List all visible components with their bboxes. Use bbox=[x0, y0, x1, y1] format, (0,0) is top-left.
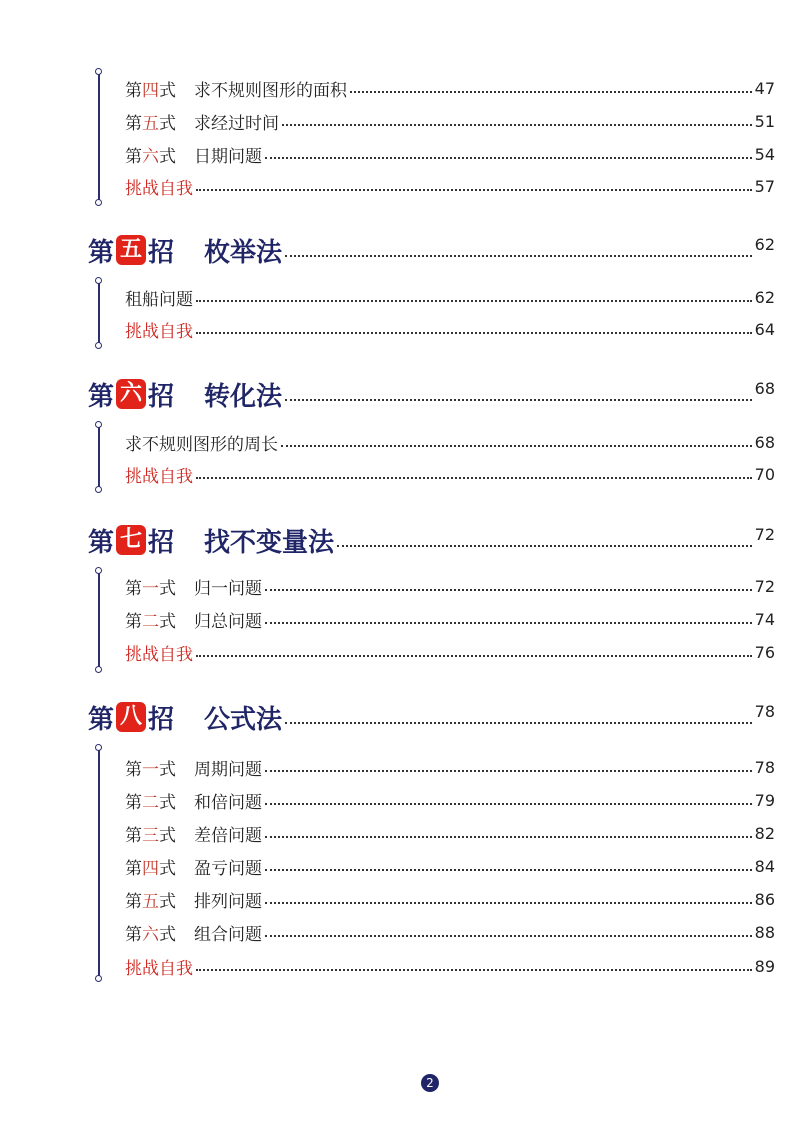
dot-leader bbox=[265, 157, 752, 159]
entry-prefix: 第 bbox=[125, 113, 142, 134]
rail-dot bbox=[95, 744, 102, 751]
chapter-prefix: 第 bbox=[88, 527, 115, 558]
rail-dot bbox=[95, 975, 102, 982]
toc-entry[interactable] bbox=[125, 284, 775, 310]
chapter-title: 公式法 bbox=[204, 704, 283, 735]
entry-number: 五 bbox=[142, 113, 159, 134]
toc-entry[interactable] bbox=[125, 606, 775, 632]
rail-dot bbox=[95, 567, 102, 574]
chapter-suffix: 招 bbox=[148, 527, 175, 558]
dot-leader bbox=[196, 655, 752, 657]
entry-suffix: 式 bbox=[159, 891, 176, 912]
section-rail bbox=[98, 748, 100, 978]
dot-leader bbox=[281, 445, 752, 447]
chapter-number-badge: 八 bbox=[116, 702, 146, 732]
chapter-title: 转化法 bbox=[204, 381, 283, 412]
chapter-number-badge: 六 bbox=[116, 379, 146, 409]
entry-prefix: 第 bbox=[125, 891, 142, 912]
entry-suffix: 式 bbox=[159, 924, 176, 945]
challenge-title: 挑战自我 bbox=[125, 466, 193, 487]
entry-title: 排列问题 bbox=[194, 891, 262, 912]
entry-suffix: 式 bbox=[159, 825, 176, 846]
chapter-title: 枚举法 bbox=[204, 237, 283, 268]
entry-page: 68 bbox=[754, 432, 775, 452]
entry-page: 51 bbox=[754, 111, 775, 131]
entry-prefix: 第 bbox=[125, 924, 142, 945]
chapter-heading[interactable] bbox=[88, 520, 775, 560]
chapter-number-badge: 七 bbox=[116, 525, 146, 555]
dot-leader bbox=[282, 124, 752, 126]
entry-title: 求不规则图形的周长 bbox=[125, 434, 278, 455]
toc-entry[interactable] bbox=[125, 141, 775, 167]
toc-entry[interactable] bbox=[125, 573, 775, 599]
entry-title: 盈亏问题 bbox=[194, 858, 262, 879]
entry-page: 72 bbox=[754, 576, 775, 596]
entry-number: 六 bbox=[142, 146, 159, 167]
rail-dot bbox=[95, 666, 102, 673]
chapter-suffix: 招 bbox=[148, 237, 175, 268]
entry-suffix: 式 bbox=[159, 113, 176, 134]
entry-page: 74 bbox=[754, 609, 775, 629]
toc-entry[interactable] bbox=[125, 820, 775, 846]
chapter-suffix: 招 bbox=[148, 381, 175, 412]
entry-title: 日期问题 bbox=[194, 146, 262, 167]
entry-number: 二 bbox=[142, 611, 159, 632]
rail-dot bbox=[95, 277, 102, 284]
entry-page: 88 bbox=[754, 922, 775, 942]
entry-page: 47 bbox=[754, 78, 775, 98]
challenge-title: 挑战自我 bbox=[125, 644, 193, 665]
chapter-prefix: 第 bbox=[88, 237, 115, 268]
chapter-heading[interactable] bbox=[88, 230, 775, 270]
rail-dot bbox=[95, 421, 102, 428]
toc-entry[interactable] bbox=[125, 787, 775, 813]
entry-number: 四 bbox=[142, 858, 159, 879]
entry-number: 三 bbox=[142, 825, 159, 846]
entry-prefix: 第 bbox=[125, 792, 142, 813]
entry-page: 57 bbox=[754, 176, 775, 196]
entry-page: 76 bbox=[754, 642, 775, 662]
entry-suffix: 式 bbox=[159, 578, 176, 599]
entry-page: 70 bbox=[754, 464, 775, 484]
toc-entry-challenge[interactable] bbox=[125, 639, 775, 665]
entry-suffix: 式 bbox=[159, 759, 176, 780]
dot-leader bbox=[196, 969, 752, 971]
entry-number: 一 bbox=[142, 578, 159, 599]
section-rail bbox=[98, 425, 100, 489]
entry-title: 求经过时间 bbox=[194, 113, 279, 134]
entry-page: 89 bbox=[754, 956, 775, 976]
entry-prefix: 第 bbox=[125, 578, 142, 599]
entry-title: 组合问题 bbox=[194, 924, 262, 945]
toc-entry[interactable] bbox=[125, 429, 775, 455]
entry-title: 归总问题 bbox=[194, 611, 262, 632]
dot-leader bbox=[196, 300, 752, 302]
entry-prefix: 第 bbox=[125, 80, 142, 101]
entry-page: 86 bbox=[754, 889, 775, 909]
section-rail bbox=[98, 72, 100, 202]
toc-entry[interactable] bbox=[125, 75, 775, 101]
dot-leader bbox=[265, 803, 752, 805]
toc-entry-challenge[interactable] bbox=[125, 461, 775, 487]
dot-leader bbox=[196, 189, 752, 191]
entry-number: 二 bbox=[142, 792, 159, 813]
entry-page: 78 bbox=[754, 757, 775, 777]
dot-leader bbox=[265, 589, 752, 591]
rail-dot bbox=[95, 68, 102, 75]
entry-prefix: 第 bbox=[125, 759, 142, 780]
toc-entry-challenge[interactable] bbox=[125, 316, 775, 342]
challenge-title: 挑战自我 bbox=[125, 958, 193, 979]
entry-page: 84 bbox=[754, 856, 775, 876]
chapter-heading[interactable] bbox=[88, 697, 775, 737]
dot-leader bbox=[265, 902, 752, 904]
page-number: 2 bbox=[421, 1074, 439, 1092]
entry-suffix: 式 bbox=[159, 611, 176, 632]
entry-suffix: 式 bbox=[159, 146, 176, 167]
section-rail bbox=[98, 571, 100, 669]
dot-leader bbox=[265, 869, 752, 871]
entry-title: 周期问题 bbox=[194, 759, 262, 780]
challenge-title: 挑战自我 bbox=[125, 178, 193, 199]
rail-dot bbox=[95, 486, 102, 493]
dot-leader bbox=[350, 91, 752, 93]
toc-entry-challenge[interactable] bbox=[125, 173, 775, 199]
toc-entry[interactable] bbox=[125, 108, 775, 134]
chapter-number-badge: 五 bbox=[116, 235, 146, 265]
chapter-page: 72 bbox=[754, 524, 775, 544]
chapter-page: 62 bbox=[754, 234, 775, 254]
chapter-page: 78 bbox=[754, 701, 775, 721]
toc-entry-challenge[interactable] bbox=[125, 953, 775, 979]
entry-suffix: 式 bbox=[159, 792, 176, 813]
toc-entry[interactable] bbox=[125, 886, 775, 912]
dot-leader bbox=[265, 935, 752, 937]
entry-prefix: 第 bbox=[125, 611, 142, 632]
dot-leader bbox=[265, 622, 752, 624]
entry-title: 租船问题 bbox=[125, 289, 193, 310]
entry-page: 64 bbox=[754, 319, 775, 339]
chapter-prefix: 第 bbox=[88, 704, 115, 735]
dot-leader bbox=[285, 255, 752, 257]
entry-page: 62 bbox=[754, 287, 775, 307]
entry-page: 79 bbox=[754, 790, 775, 810]
entry-page: 82 bbox=[754, 823, 775, 843]
rail-dot bbox=[95, 342, 102, 349]
chapter-title: 找不变量法 bbox=[204, 527, 335, 558]
entry-title: 归一问题 bbox=[194, 578, 262, 599]
entry-title: 和倍问题 bbox=[194, 792, 262, 813]
chapter-page: 68 bbox=[754, 378, 775, 398]
entry-title: 求不规则图形的面积 bbox=[194, 80, 347, 101]
toc-entry[interactable] bbox=[125, 919, 775, 945]
chapter-prefix: 第 bbox=[88, 381, 115, 412]
dot-leader bbox=[265, 836, 752, 838]
toc-entry[interactable] bbox=[125, 754, 775, 780]
entry-suffix: 式 bbox=[159, 858, 176, 879]
section-rail bbox=[98, 281, 100, 345]
entry-number: 六 bbox=[142, 924, 159, 945]
chapter-heading[interactable] bbox=[88, 374, 775, 414]
entry-number: 五 bbox=[142, 891, 159, 912]
dot-leader bbox=[285, 722, 752, 724]
challenge-title: 挑战自我 bbox=[125, 321, 193, 342]
entry-title: 差倍问题 bbox=[194, 825, 262, 846]
dot-leader bbox=[265, 770, 752, 772]
entry-number: 一 bbox=[142, 759, 159, 780]
rail-dot bbox=[95, 199, 102, 206]
entry-suffix: 式 bbox=[159, 80, 176, 101]
entry-prefix: 第 bbox=[125, 146, 142, 167]
dot-leader bbox=[196, 332, 752, 334]
dot-leader bbox=[285, 399, 752, 401]
dot-leader bbox=[337, 545, 752, 547]
toc-entry[interactable] bbox=[125, 853, 775, 879]
entry-prefix: 第 bbox=[125, 858, 142, 879]
dot-leader bbox=[196, 477, 752, 479]
chapter-suffix: 招 bbox=[148, 704, 175, 735]
entry-number: 四 bbox=[142, 80, 159, 101]
entry-prefix: 第 bbox=[125, 825, 142, 846]
entry-page: 54 bbox=[754, 144, 775, 164]
